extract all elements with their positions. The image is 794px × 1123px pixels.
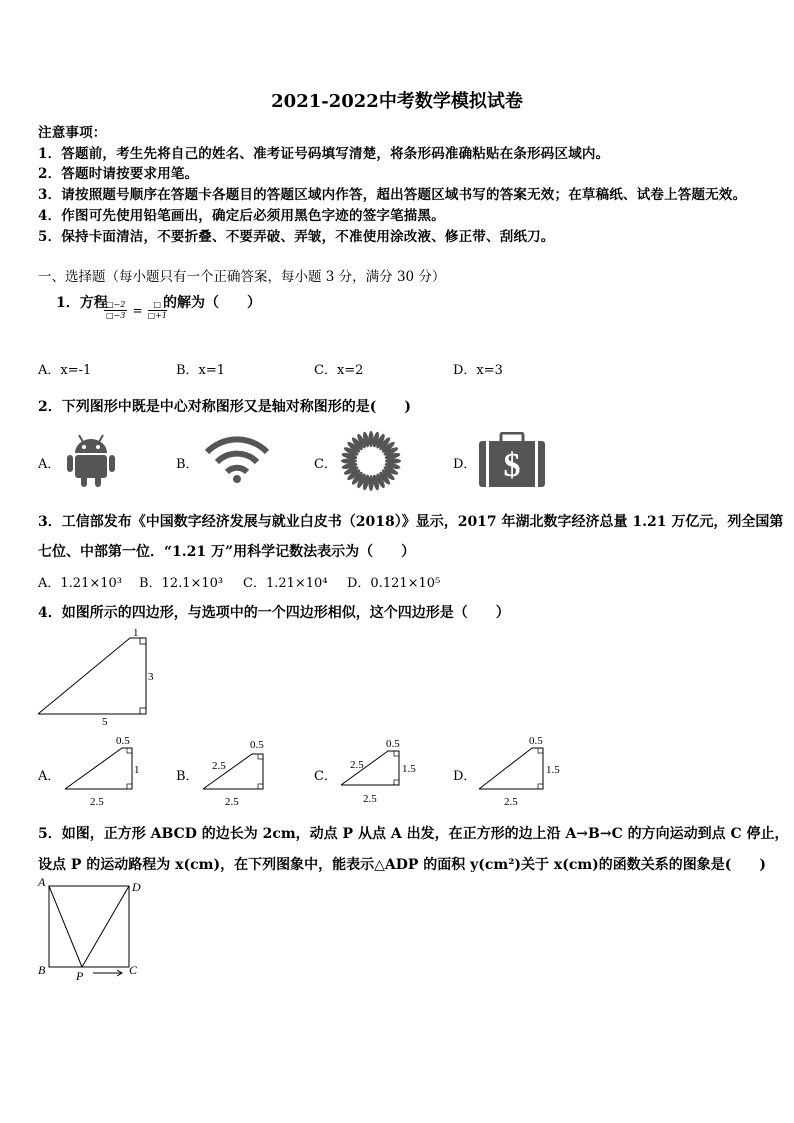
question-5-line-2: 设点 P 的运动路程为 x(cm)，在下列图象中，能表示△ADP 的面积 y(cm²)关于 x(cm)的函数关系的图象是( ) bbox=[38, 857, 767, 873]
q1-frac-right-den: □+1 bbox=[147, 311, 167, 320]
android-icon bbox=[66, 432, 118, 488]
q1-option-d[interactable]: D．x=3 bbox=[453, 363, 503, 378]
q4-main-label-right: 3 bbox=[148, 671, 154, 683]
q5-point-b-label: B bbox=[38, 963, 46, 977]
notice-item-1: 1．答题前，考生先将自己的姓名、准考证号码填写清楚，将条形码准确粘贴在条形码区域内。 bbox=[38, 146, 610, 162]
q4-a-right-label: 1 bbox=[134, 764, 140, 776]
section-heading: 一、选择题（每小题只有一个正确答案，每小题 3 分，满分 30 分） bbox=[38, 269, 446, 285]
q4-option-c-shape bbox=[336, 733, 426, 809]
q1-equals: = bbox=[132, 303, 143, 318]
q5-point-p-label: P bbox=[76, 969, 84, 983]
q4-option-a[interactable]: A． bbox=[38, 769, 61, 784]
notice-item-2: 2．答题时请按要求用笔。 bbox=[38, 166, 199, 182]
sunburst-icon bbox=[336, 429, 406, 493]
q4-d-bottom-label: 2.5 bbox=[504, 796, 518, 808]
q1-suffix: 的解为（ ） bbox=[163, 295, 261, 311]
q2-option-b[interactable]: B． bbox=[176, 457, 199, 472]
q5-square-figure bbox=[36, 874, 148, 984]
q2-option-c[interactable]: C． bbox=[314, 457, 337, 472]
q4-c-right-label: 1.5 bbox=[402, 763, 416, 775]
q4-b-bottom-label: 2.5 bbox=[225, 796, 239, 808]
q3-option-a[interactable]: A．1.21×10³ bbox=[38, 576, 122, 591]
sunburst-petal bbox=[368, 475, 373, 491]
q1-frac-right-num: □ bbox=[148, 300, 167, 311]
sunburst-petal bbox=[385, 458, 401, 463]
question-1 bbox=[56, 292, 108, 312]
question-2: 2．下列图形中既是中心对称图形又是轴对称图形的是( ) bbox=[38, 399, 411, 415]
q4-option-a-shape bbox=[60, 733, 150, 809]
q1-equation bbox=[104, 300, 167, 321]
question-5-line-1: 5．如图，正方形 ABCD 的边长为 2cm，动点 P 从点 A 出发，在正方形的边上沿 A→B→C 的方向运动到点 C 停止， bbox=[38, 826, 789, 842]
q1-option-c[interactable]: C．x=2 bbox=[314, 363, 364, 378]
sunburst-petal bbox=[368, 431, 373, 447]
q4-main-label-top: 1 bbox=[133, 627, 139, 639]
q4-main-trapezoid bbox=[30, 626, 160, 726]
q4-option-c[interactable]: C． bbox=[314, 769, 337, 784]
notice-item-3: 3．请按照题号顺序在答题卡各题目的答题区域内作答，超出答题区域书写的答案无效；在草稿纸、试卷上答题无效。 bbox=[38, 187, 747, 203]
q4-c-top-label: 0.5 bbox=[386, 738, 400, 750]
q5-point-c-label: C bbox=[129, 963, 138, 977]
dollar-briefcase-icon bbox=[478, 432, 546, 488]
q1-frac-left-den: □−3 bbox=[106, 311, 126, 320]
question-4: 4．如图所示的四边形，与选项中的一个四边形相似，这个四边形是（ ） bbox=[38, 605, 510, 621]
q4-c-bottom-label: 2.5 bbox=[363, 793, 377, 805]
page-title: 2021-2022中考数学模拟试卷 bbox=[271, 91, 523, 112]
q4-option-d[interactable]: D． bbox=[453, 769, 477, 784]
q4-option-b-shape bbox=[198, 733, 288, 809]
q4-main-label-bottom: 5 bbox=[102, 716, 108, 726]
q1-option-b[interactable]: B．x=1 bbox=[176, 363, 226, 378]
q4-b-top-label: 0.5 bbox=[250, 739, 264, 751]
question-3-line-1: 3．工信部发布《中国数字经济发展与就业白皮书（2018）》显示，2017 年湖北数字经济总量 1.21 万亿元，列全国第 bbox=[38, 514, 784, 530]
q4-a-bottom-label: 2.5 bbox=[90, 796, 104, 808]
q1-option-a[interactable]: A．x=-1 bbox=[38, 363, 92, 378]
q3-option-b[interactable]: B．12.1×10³ bbox=[139, 576, 224, 591]
q2-option-a[interactable]: A． bbox=[38, 457, 61, 472]
q4-a-top-label: 0.5 bbox=[116, 735, 130, 747]
wifi-icon bbox=[202, 434, 272, 484]
notice-heading: 注意事项： bbox=[38, 125, 107, 141]
notice-item-4: 4．作图可先使用铅笔画出，确定后必须用黑色字迹的签字笔描黑。 bbox=[38, 208, 445, 224]
q4-b-left-label: 2.5 bbox=[212, 760, 226, 772]
question-3-line-2: 七位、中部第一位．“1.21 万”用科学记数法表示为（ ） bbox=[38, 544, 416, 560]
q4-d-top-label: 0.5 bbox=[529, 735, 543, 747]
q1-frac-left bbox=[104, 300, 127, 321]
q1-frac-left-num: □−2 bbox=[106, 300, 126, 309]
notice-item-5: 5．保持卡面清洁，不要折叠、不要弄破、弄皱，不准使用涂改液、修正带、刮纸刀。 bbox=[38, 229, 555, 245]
q4-c-left-label: 2.5 bbox=[350, 759, 364, 771]
q4-d-right-label: 1.5 bbox=[546, 764, 560, 776]
q3-option-c[interactable]: C．1.21×10⁴ bbox=[243, 576, 328, 591]
q4-option-b[interactable]: B． bbox=[176, 769, 199, 784]
q3-option-d[interactable]: D．0.121×10⁵ bbox=[347, 576, 441, 591]
q5-point-d-label: D bbox=[132, 880, 141, 894]
svg-text:$: $ bbox=[503, 447, 521, 484]
q2-option-d[interactable]: D． bbox=[453, 457, 477, 472]
q5-point-a-label: A bbox=[38, 875, 46, 889]
q4-option-d-shape bbox=[474, 733, 569, 809]
q1-prefix: 1．方程 bbox=[56, 295, 108, 311]
sunburst-petal bbox=[341, 458, 357, 463]
